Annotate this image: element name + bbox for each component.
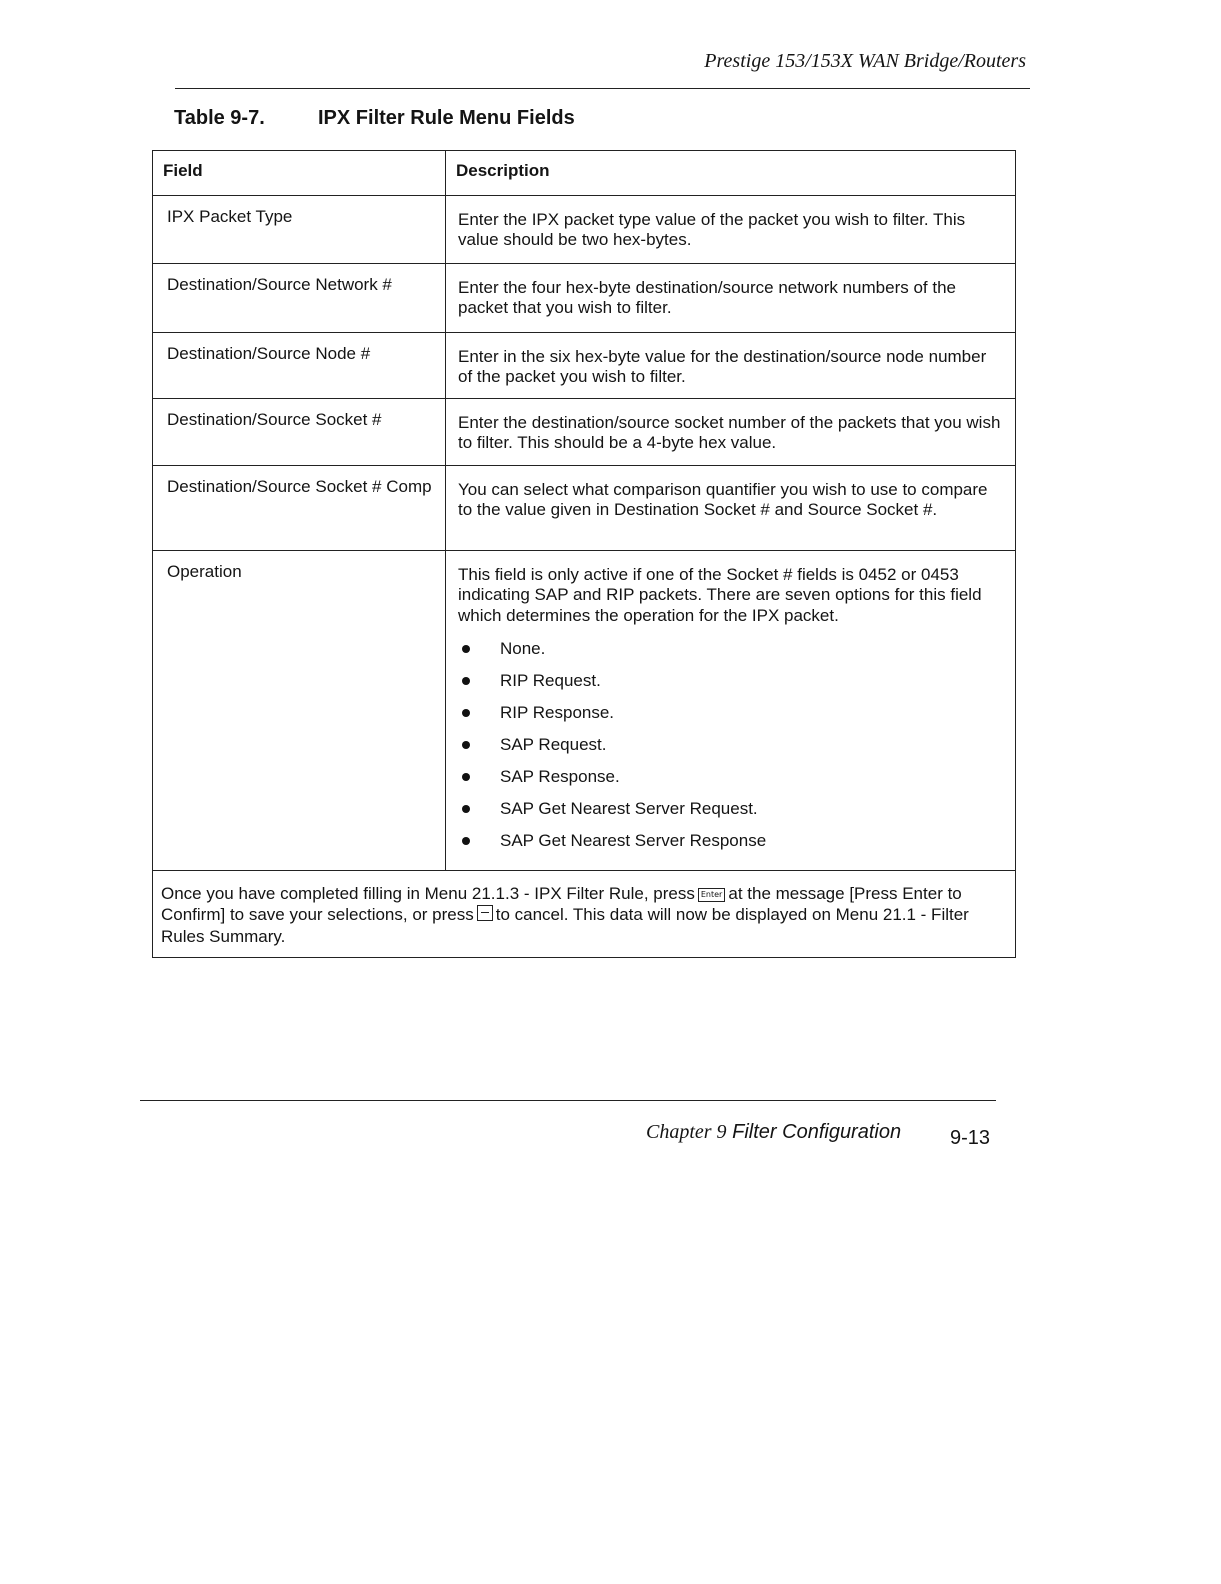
table-number: Table 9-7. <box>174 107 265 129</box>
table-note <box>153 871 1016 958</box>
bullet-icon <box>462 741 470 749</box>
note-text-part2: at the message [Press Enter to Confirm] to save your selections, or press <box>161 884 962 925</box>
note-text-part1: Once you have completed filling in Menu 21.1.3 - IPX Filter Rule, press <box>161 884 695 904</box>
column-header-description: Description <box>446 151 1016 196</box>
footer-section: Filter Configuration <box>732 1121 902 1143</box>
list-item <box>458 638 1003 670</box>
option-label: None. <box>500 639 546 659</box>
field-cell: Destination/Source Socket # Comp <box>153 466 446 551</box>
bullet-icon <box>462 645 470 653</box>
header-title: Prestige 153/153X WAN Bridge/Routers <box>704 50 1026 72</box>
page-number: 9-13 <box>950 1127 991 1149</box>
option-label: RIP Response. <box>500 703 615 723</box>
note-text-part3: to cancel. This data will now be displayed on Menu 21.1 - Filter Rules Summary. <box>161 905 969 946</box>
description-cell: Enter the destination/source socket number of the packets that you wish to filter. This should be a 4-byte hex value. <box>446 399 1016 466</box>
field-cell: Destination/Source Node # <box>153 333 446 399</box>
operation-description: This field is only active if one of the Socket # fields is 0452 or 0453 indicating SAP and RIP packets. There are seven options for this field which determines the operation for the IPX packet. <box>458 565 982 625</box>
footer-chapter: Chapter 9 <box>646 1121 727 1143</box>
description-cell: You can select what comparison quantifier you wish to use to compare to the value given in Destination Socket # and Source Socket #. <box>446 466 1016 551</box>
list-item <box>458 670 1003 702</box>
list-item <box>458 830 1003 862</box>
field-cell: IPX Packet Type <box>153 196 446 264</box>
table-container <box>152 150 1016 958</box>
table-row <box>153 333 1016 399</box>
description-cell: Enter in the six hex-byte value for the destination/source node number of the packet you wish to filter. <box>446 333 1016 399</box>
option-label: SAP Response. <box>500 767 620 787</box>
description-cell: Enter the IPX packet type value of the packet you wish to filter. This value should be two hex-bytes. <box>446 196 1016 264</box>
field-cell: Operation <box>153 551 446 871</box>
option-label: RIP Request. <box>500 671 601 691</box>
field-cell: Destination/Source Socket # <box>153 399 446 466</box>
list-item <box>458 798 1003 830</box>
page-header <box>175 44 1030 89</box>
table-title: IPX Filter Rule Menu Fields <box>318 107 575 129</box>
description-cell: Enter the four hex-byte destination/source network numbers of the packet that you wish to filter. <box>446 264 1016 333</box>
page-footer <box>140 1100 996 1161</box>
table-caption <box>174 107 575 130</box>
table-note-row <box>153 871 1016 958</box>
list-item <box>458 766 1003 798</box>
list-item <box>458 702 1003 734</box>
esc-key-icon <box>477 905 493 921</box>
bullet-icon <box>462 677 470 685</box>
option-label: SAP Get Nearest Server Response <box>500 831 767 851</box>
table-row <box>153 466 1016 551</box>
option-label: SAP Request. <box>500 735 607 755</box>
enter-key-icon: Enter <box>698 888 725 902</box>
column-header-field: Field <box>153 151 446 196</box>
option-label: SAP Get Nearest Server Request. <box>500 799 758 819</box>
list-item <box>458 734 1003 766</box>
field-cell: Destination/Source Network # <box>153 264 446 333</box>
table-row <box>153 264 1016 333</box>
bullet-icon <box>462 837 470 845</box>
table-row <box>153 399 1016 466</box>
description-cell <box>446 551 1016 871</box>
bullet-icon <box>462 773 470 781</box>
table-row <box>153 196 1016 264</box>
ipx-filter-rule-table <box>152 150 1016 958</box>
table-header-row <box>153 151 1016 196</box>
bullet-icon <box>462 805 470 813</box>
operation-options-list <box>458 638 1003 862</box>
table-row-operation <box>153 551 1016 871</box>
bullet-icon <box>462 709 470 717</box>
footer-title <box>646 1121 901 1144</box>
